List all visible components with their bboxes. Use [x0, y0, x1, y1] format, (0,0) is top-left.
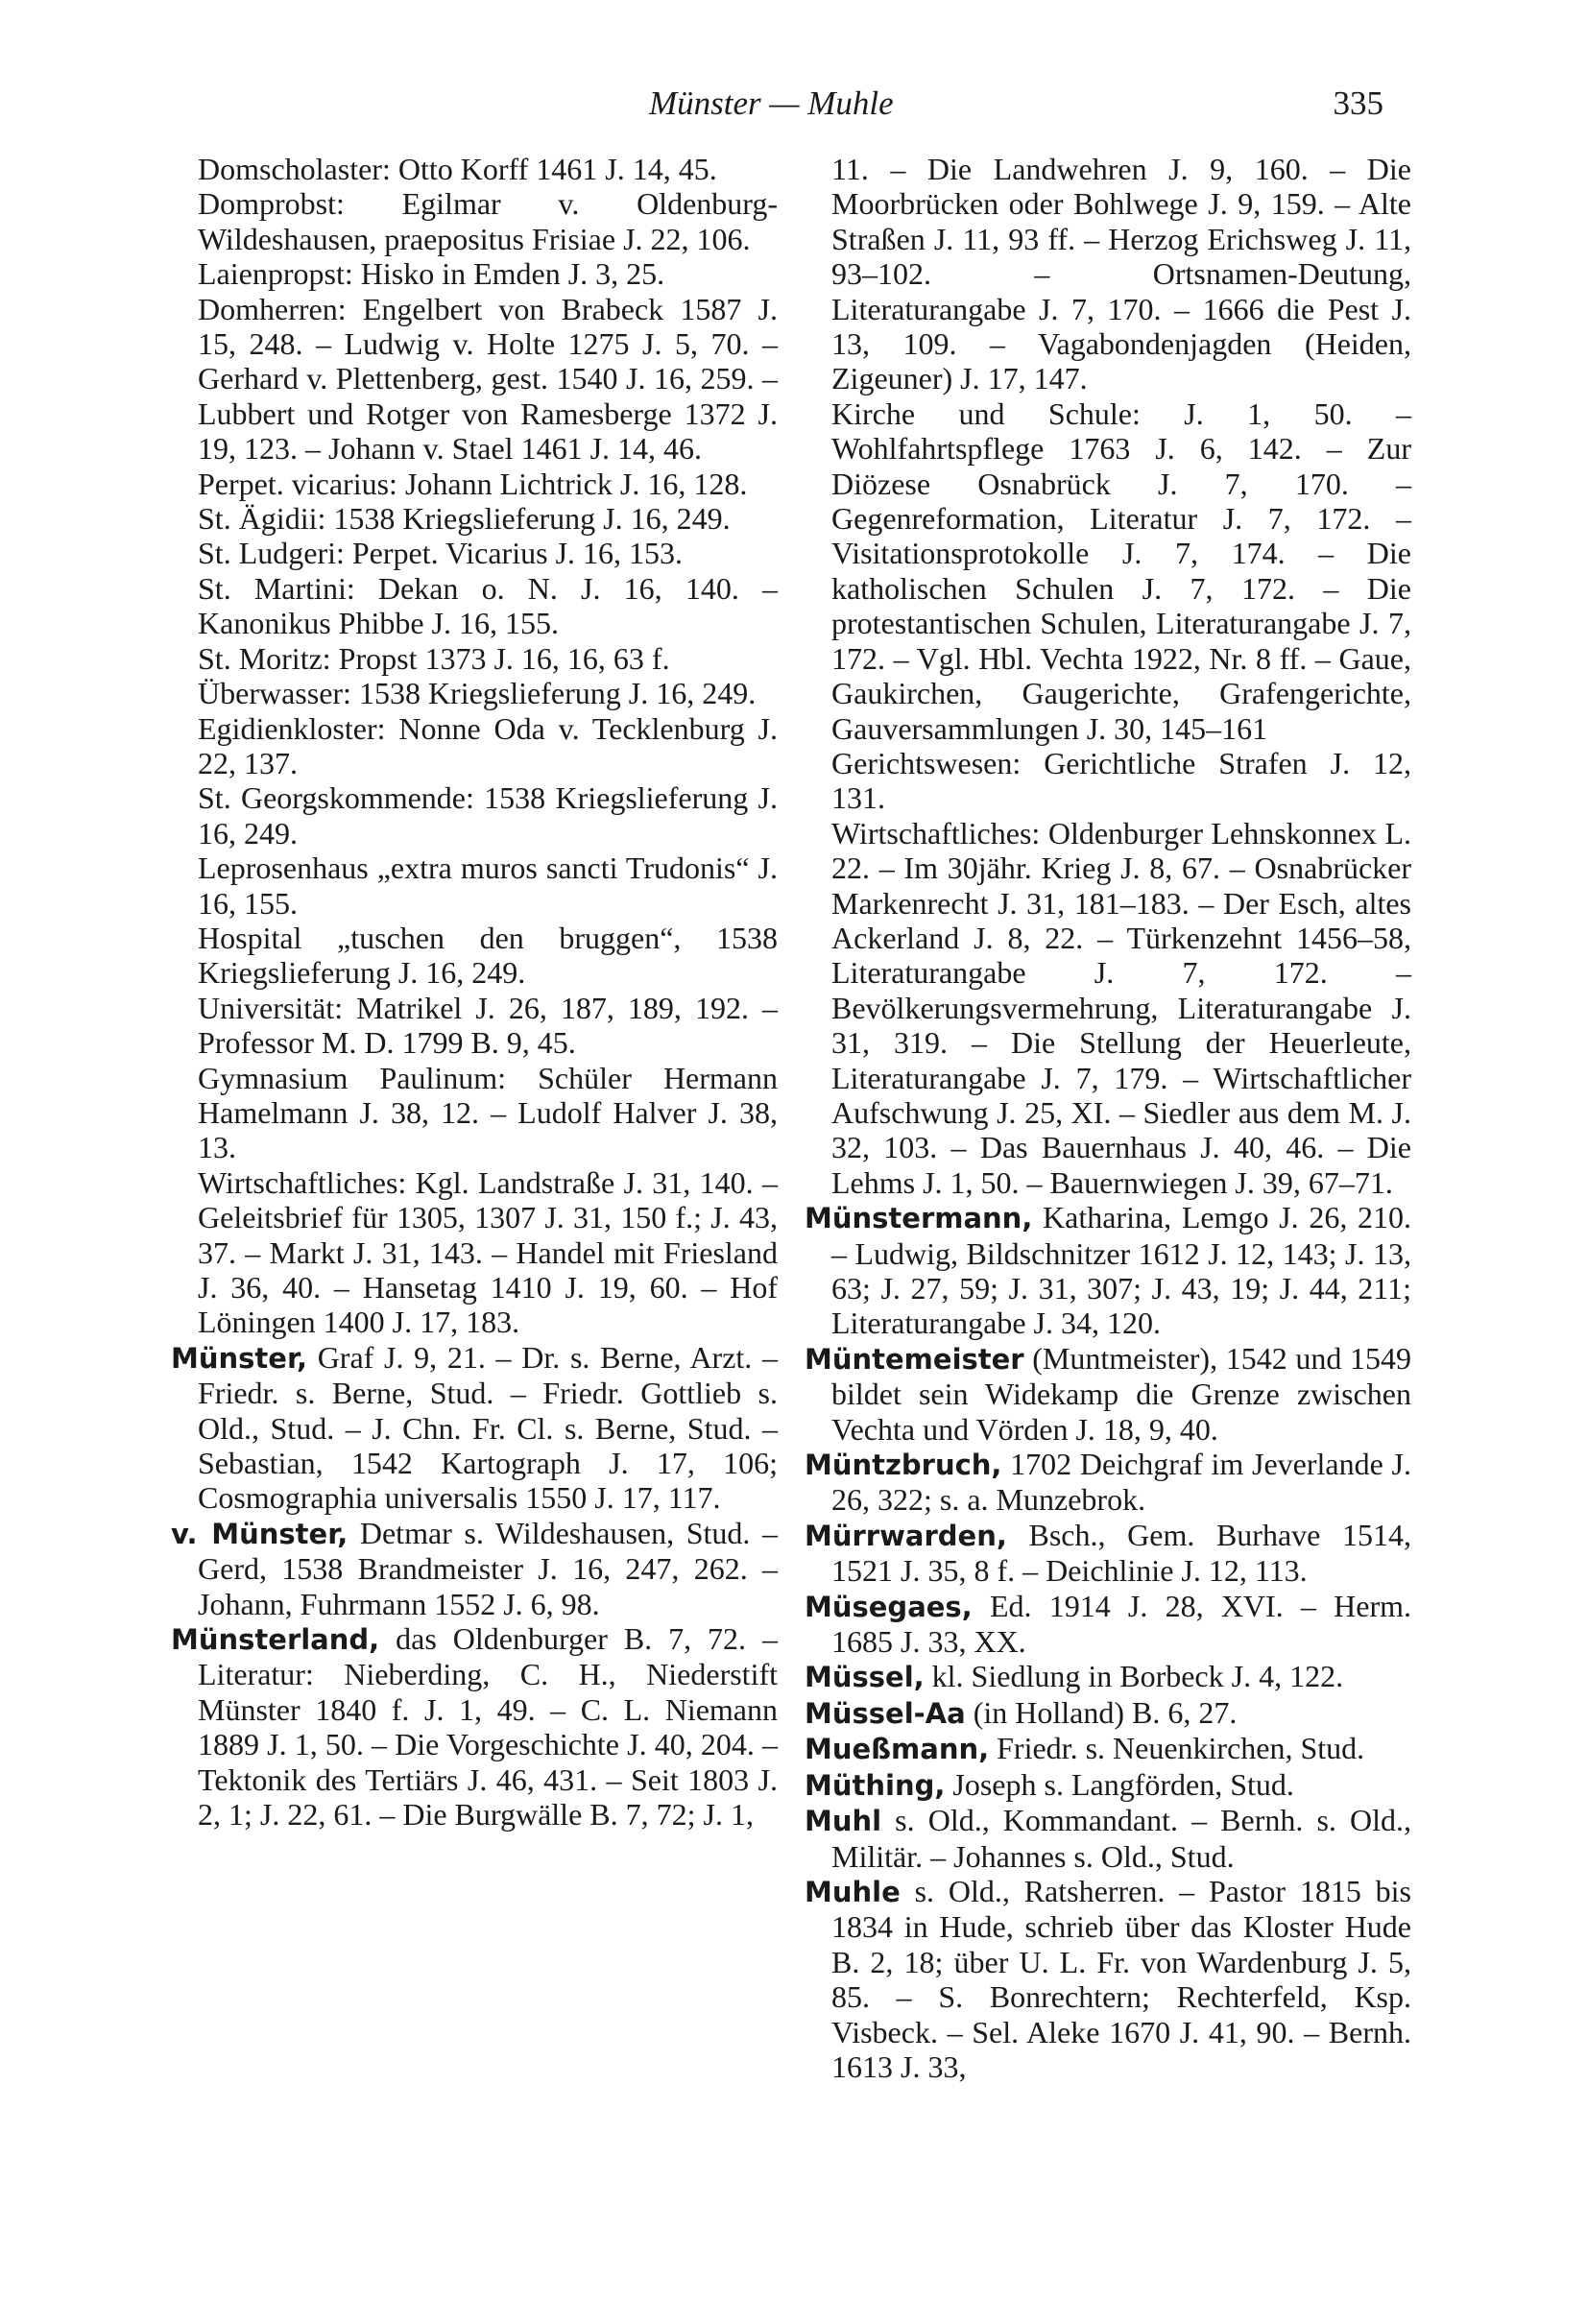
entry-text: 1702 Deichgraf im Jeverlande J. 26, 322; s. a. Munzebrok. [831, 1447, 1411, 1518]
entry-text: Detmar s. Wildeshausen, Stud. – Gerd, 1538 Brandmeister J. 16, 247, 262. – Johann, Fuhrmann 1552 J. 6, 98. [198, 1515, 779, 1621]
index-entry [805, 1767, 1411, 1803]
entry-text: kl. Siedlung in Borbeck J. 4, 122. [924, 1659, 1344, 1694]
entry-heading: Müssel-Aa [805, 1696, 966, 1730]
right-column [805, 152, 1411, 2084]
entry-heading: Münster, [171, 1341, 307, 1375]
entry-text: Joseph s. Langförden, Stud. [945, 1766, 1294, 1802]
sub-entry: Kirche und Schule: J. 1, 50. – Wohlfahrtspflege 1763 J. 6, 142. – Zur Diözese Osnabrück J. 7, 170. – Gegenreformation, Literatur J. 7, 172. – Visitationsprotokolle J. 7, 174. – Die katholischen Schulen J. 7, 172. – Die protestantischen Schulen, Literaturangabe J. 7, 172. – Vgl. Hbl. Vechta 1922, Nr. 8 ff. – Gaue, Gaukirchen, Gaugerichte, Grafengerichte, Gauversammlungen J. 30, 145–161 [831, 395, 1411, 746]
sub-entry: St. Ägidii: 1538 Kriegslieferung J. 16, 249. [198, 501, 731, 537]
page-number: 335 [1333, 84, 1383, 122]
entry-heading: Müssel, [805, 1661, 925, 1694]
sub-entry: Domprobst: Egilmar v. Oldenburg-Wildeshausen, praepositus Frisiae J. 22, 106. [198, 186, 778, 256]
sub-entry: Gerichtswesen: Gerichtliche Strafen J. 12, 131. [831, 745, 1411, 816]
entry-text: Graf J. 9, 21. – Dr. s. Berne, Arzt. – Friedr. s. Berne, Stud. – Friedr. Gottlieb s. Old., Stud. – J. Chn. Fr. Cl. s. Berne, Stud. – Sebastian, 1542 Kartograph J. 17, 106; Cosmographia universalis 1550 J. 17, 117. [198, 1339, 778, 1516]
sub-entry: St. Ludgeri: Perpet. Vicarius J. 16, 153. [198, 536, 683, 571]
entry-heading: Müthing, [805, 1768, 946, 1802]
entry-heading: Müntemeister [805, 1342, 1024, 1376]
sub-entry: Wirtschaftliches: Kgl. Landstraße J. 31, 140. – Geleitsbrief für 1305, 1307 J. 31, 150 f.; J. 43, 37. – Markt J. 31, 143. – Handel mit Friesland J. 36, 40. – Hansetag 1410 J. 19, 60. – Hof Löningen 1400 J. 17, 183. [198, 1164, 778, 1340]
entry-text: Ed. 1914 J. 28, XVI. – Herm. 1685 J. 33, XX. [831, 1588, 1411, 1660]
sub-entry: Domscholaster: Otto Korff 1461 J. 14, 45. [198, 152, 717, 186]
entry-heading: Muhl [805, 1805, 882, 1838]
entry-text: s. Old., Kommandant. – Bernh. s. Old., Militär. – Johannes s. Old., Stud. [831, 1803, 1411, 1874]
entry-text: Katharina, Lemgo J. 26, 210. – Ludwig, Bildschnitzer 1612 J. 12, 143; J. 13, 63; J. 27, 59; J. 31, 307; J. 43, 19; J. 44, 211; Literaturangabe J. 34, 120. [831, 1200, 1411, 1341]
continued-entry: 11. – Die Landwehren J. 9, 160. – Die Moorbrücken oder Bohlwege J. 9, 159. – Alte Straßen J. 11, 93 ff. – Herzog Erichsweg J. 11, 93–102. – Ortsnamen-Deutung, Literaturangabe J. 7, 170. – 1666 die Pest J. 13, 109. – Vagabondenjagden (Heiden, Zigeuner) J. 17, 147. [831, 152, 1411, 396]
sub-entry: Perpet. vicarius: Johann Lichtrick J. 16, 128. [198, 466, 748, 501]
running-head [0, 84, 1587, 132]
entry-text: Bsch., Gem. Burhave 1514, 1521 J. 35, 8 f. – Deichlinie J. 12, 113. [831, 1517, 1411, 1589]
entry-text: das Oldenburger B. 7, 72. – Literatur: Nieberding, C. H., Niederstift Münster 1840 f. J. 1, 49. – C. L. Niemann 1889 J. 1, 50. – Die Vorgeschichte J. 40, 204. – Tektonik des Tertiärs J. 46, 431. – Seit 1803 J. 2, 1; J. 22, 61. – Die Burgwälle B. 7, 72; J. 1, [198, 1621, 778, 1833]
entry-heading: Muhle [805, 1875, 901, 1908]
sub-entry: Hospital „tuschen den bruggen“, 1538 Kriegslieferung J. 16, 249. [198, 920, 778, 991]
sub-entry: Egidienkloster: Nonne Oda v. Tecklenburg J. 22, 137. [198, 710, 778, 780]
entry-heading: Müntzbruch, [805, 1449, 1002, 1482]
left-column [171, 152, 778, 1833]
running-head-title: Münster — Muhle [649, 84, 894, 122]
index-entry [805, 1341, 1411, 1447]
entry-text: (in Holland) B. 6, 27. [965, 1694, 1238, 1730]
sub-entry: Leprosenhaus „extra muros sancti Trudonis“ J. 16, 155. [198, 851, 778, 921]
sub-entry: St. Georgskommende: 1538 Kriegslieferung J. 16, 249. [198, 780, 778, 851]
sub-entry: St. Martini: Dekan o. N. J. 16, 140. – Kanonikus Phibbe J. 16, 155. [198, 570, 778, 641]
index-entry [805, 1659, 1411, 1694]
entry-text: (Muntmeister), 1542 und 1549 bildet sein Widekamp die Grenze zwischen Vechta und Vörden J. 18, 9, 40. [831, 1340, 1411, 1447]
entry-heading: Münsterland, [171, 1623, 380, 1657]
entry-heading: v. Münster, [171, 1517, 349, 1550]
index-entry [805, 1200, 1411, 1341]
entry-heading: Mürrwarden, [805, 1519, 1007, 1552]
index-entry [171, 1516, 778, 1621]
index-entry [171, 1621, 778, 1832]
sub-entry: Überwasser: 1538 Kriegslieferung J. 16, 249. [198, 676, 757, 711]
sub-entry: St. Moritz: Propst 1373 J. 16, 16, 63 f. [198, 640, 670, 676]
sub-entry: Laienpropst: Hisko in Emden J. 3, 25. [198, 256, 665, 292]
entry-text: s. Old., Ratsherren. – Pastor 1815 bis 1834 in Hude, schrieb über das Kloster Hude B. 2, 18; über U. L. Fr. von Wardenburg J. 5, 85. – S. Bonrechtern; Rechterfeld, Ksp. Visbeck. – Sel. Aleke 1670 J. 41, 90. – Bernh. 1613 J. 33, [831, 1873, 1411, 2084]
sub-entry: Universität: Matrikel J. 26, 187, 189, 192. – Professor M. D. 1799 B. 9, 45. [198, 990, 778, 1061]
index-entry [805, 1803, 1411, 1874]
sub-entry: Gymnasium Paulinum: Schüler Hermann Hamelmann J. 38, 12. – Ludolf Halver J. 38, 13. [198, 1060, 778, 1165]
index-entry [805, 1589, 1411, 1660]
entry-heading: Mueßmann, [805, 1733, 990, 1766]
index-entry [171, 1340, 778, 1516]
sub-entry: Wirtschaftliches: Oldenburger Lehnskonnex L. 22. – Im 30jähr. Krieg J. 8, 67. – Osnabrücker Markenrecht J. 31, 181–183. – Der Esch, altes Ackerland J. 8, 22. – Türkenzehnt 1456–58, Literaturangabe J. 7, 172. – Bevölkerungsvermehrung, Literaturangabe J. 31, 319. – Die Stellung der Heuerleute, Literaturangabe J. 7, 179. – Wirtschaftlicher Aufschwung J. 25, XI. – Siedler aus dem M. J. 32, 103. – Das Bauernhaus J. 40, 46. – Die Lehms J. 1, 50. – Bauernwiegen J. 39, 67–71. [831, 815, 1411, 1200]
entry-text: Friedr. s. Neuenkirchen, Stud. [989, 1731, 1365, 1766]
index-entry [805, 1874, 1411, 2084]
entry-heading: Münstermann, [805, 1202, 1033, 1235]
index-entry [805, 1731, 1411, 1766]
index-entry [805, 1447, 1411, 1518]
entry-heading: Müsegaes, [805, 1590, 973, 1623]
index-entry [805, 1518, 1411, 1589]
index-entry [805, 1695, 1411, 1731]
sub-entry: Domherren: Engelbert von Brabeck 1587 J. 15, 248. – Ludwig v. Holte 1275 J. 5, 70. – Gerhard v. Plettenberg, gest. 1540 J. 16, 259. – Lubbert und Rotger von Ramesberge 1372 J. 19, 123. – Johann v. Stael 1461 J. 14, 46. [198, 291, 778, 467]
